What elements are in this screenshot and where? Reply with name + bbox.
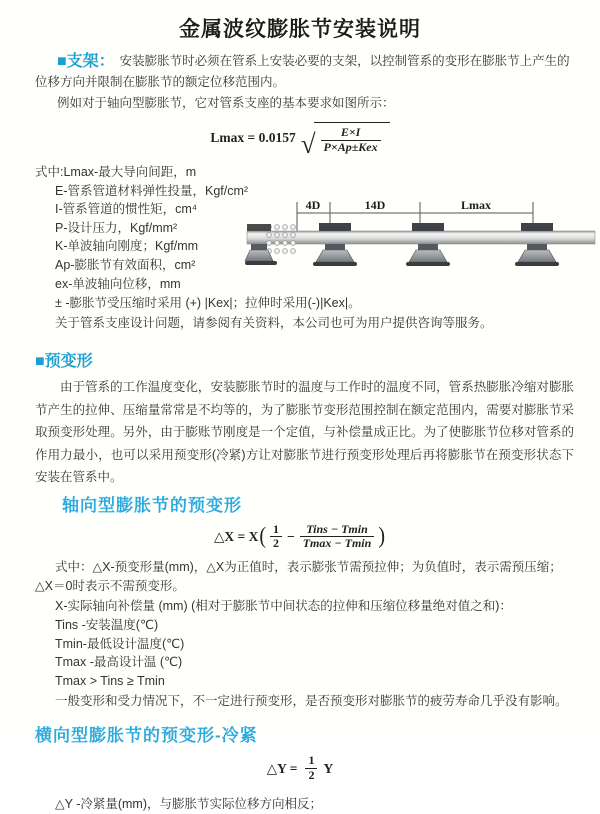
axial-note-line: 一般变形和受力情况下，不一定进行预变形，是否预变形对膨胀节的疲劳寿命几乎没有影响。 bbox=[55, 694, 568, 709]
temperature-fraction bbox=[300, 523, 375, 552]
definition-line: 式中:Lmax-最大导向间距，m bbox=[35, 164, 197, 179]
definition-line: P-设计压力，Kgf/mm² bbox=[55, 220, 178, 235]
fraction-denominator: Tmax − Tmin bbox=[300, 536, 375, 551]
axial-subsection-heading: 轴向型膨胀节的预变形 bbox=[62, 495, 242, 515]
pipe-guide-support bbox=[313, 223, 357, 266]
lateral-subsection-heading: 横向型膨胀节的预变形-冷紧 bbox=[35, 726, 258, 746]
axial-explain-line: 式中：△X-预变形量(mm)，△X为正值时，表示膨张节需预拉伸；为负值时，表示需预压缩；△X＝0时表示不需预变形。 bbox=[35, 560, 562, 594]
minus-operator: − bbox=[287, 528, 295, 544]
fraction-numerator: Tins − Tmin bbox=[306, 521, 368, 536]
lmax-formula bbox=[0, 122, 600, 159]
pipe-support-diagram bbox=[245, 195, 597, 295]
temp-definition-line: Tins -安装温度(℃) bbox=[55, 618, 159, 633]
lateral-note-line: △Y -冷紧量(mm)，与膨胀节实际位移方向相反； bbox=[55, 796, 323, 811]
dim-label-4d: 4D bbox=[305, 197, 321, 212]
support-example-line: 例如对于轴向型膨胀节，它对管系支座的基本要求如图所示： bbox=[57, 96, 395, 110]
predeform-section-heading: ■预变形 bbox=[35, 353, 93, 371]
lateral-coldtight-formula bbox=[0, 754, 600, 783]
lmax-fraction bbox=[321, 126, 381, 155]
temp-definition-line: Tmin-最低设计温度(℃) bbox=[55, 636, 185, 651]
sqrt-radical bbox=[300, 122, 390, 159]
plus-minus-note: ± -膨胀节受压缩时采用 (+) |Kex|；拉伸时采用(-)|Kex|。 bbox=[55, 296, 361, 311]
dim-label-lmax: Lmax bbox=[461, 197, 491, 212]
definition-line: Ap-膨胀节有效面积，cm² bbox=[55, 257, 196, 272]
pipe-guide-support bbox=[406, 223, 450, 266]
temp-definition-line: Tmax -最高设计温 (℃) bbox=[55, 655, 183, 670]
one-half-fraction bbox=[270, 523, 282, 552]
page-title: 金属波纹膨胀节安装说明 bbox=[179, 18, 421, 41]
pipe-guide-support bbox=[515, 223, 559, 266]
close-paren: ) bbox=[378, 523, 385, 550]
definition-line: I-管系管道的惯性矩，cm⁴ bbox=[55, 202, 198, 217]
lmax-formula-lhs: Lmax = 0.0157 bbox=[210, 130, 296, 146]
lateral-formula-lhs: △Y = bbox=[266, 760, 298, 776]
definition-line: E-管系管道材料弹性投量，Kgf/cm² bbox=[55, 183, 249, 198]
radicand bbox=[314, 122, 390, 155]
definition-line: ex-单波轴向位移，mm bbox=[55, 276, 181, 291]
x-definition-line: X-实际轴向补偿量 (mm) (相对于膨胀节中间状态的拉伸和压缩位移量绝对值之和)： bbox=[55, 599, 512, 614]
fraction-numerator: E×I bbox=[340, 125, 361, 139]
support-intro-paragraph bbox=[35, 51, 572, 92]
lateral-formula-rhs: Y bbox=[323, 760, 334, 776]
support-section-heading: ■支架： bbox=[57, 53, 115, 70]
support-intro-text: 安装膨胀节时必须在管系上安装必要的支架，以控制管系的变形在膨胀节上产生的位移方向并限制在膨胀节的额定位移范围内。 bbox=[35, 54, 570, 89]
fraction-denominator: 2 bbox=[270, 536, 282, 551]
service-note: 关于管系支座设计问题，请参阅有关资料，本公司也可为用户提供咨询等服务。 bbox=[55, 316, 493, 331]
predeform-paragraph: 由于管系的工作温度变化，安装膨胀节时的温度与工作时的温度不同，管系热膨胀冷缩对膨胀节产生的拉伸、压缩量常常是不均等的，为了膨胀节变形范围控制在额定范围内，需要对膨胀节采取预变形处理。另外，由于膨账节刚度是一个定值，与补偿量成正比。为了使膨胀节位移对管系的作用力最小，也可以采用预变形(冷紧)方让对膨胀节进行预变形处理后再将膨胀节在预变形状态下安装在管系中。 bbox=[35, 380, 574, 485]
axial-predeform-formula bbox=[0, 523, 600, 552]
fraction-numerator: 1 bbox=[273, 521, 279, 536]
dim-label-14d: 14D bbox=[364, 197, 386, 212]
one-half-fraction bbox=[305, 754, 317, 783]
symbol-definitions bbox=[35, 162, 572, 334]
fraction-denominator: P×Ap±Kex bbox=[321, 140, 381, 155]
definition-line: K-单波轴向刚度；Kgf/mm bbox=[55, 239, 199, 254]
anchor-support bbox=[245, 224, 277, 265]
fraction-numerator: 1 bbox=[308, 753, 315, 768]
open-paren: ( bbox=[259, 523, 266, 550]
axial-formula-lhs: △X = X bbox=[214, 528, 259, 544]
fraction-denominator: 2 bbox=[305, 768, 317, 783]
pipe bbox=[247, 231, 595, 244]
radical-sign-icon: √ bbox=[300, 128, 316, 159]
temp-inequality-line: Tmax > Tins ≥ Tmin bbox=[55, 673, 165, 688]
